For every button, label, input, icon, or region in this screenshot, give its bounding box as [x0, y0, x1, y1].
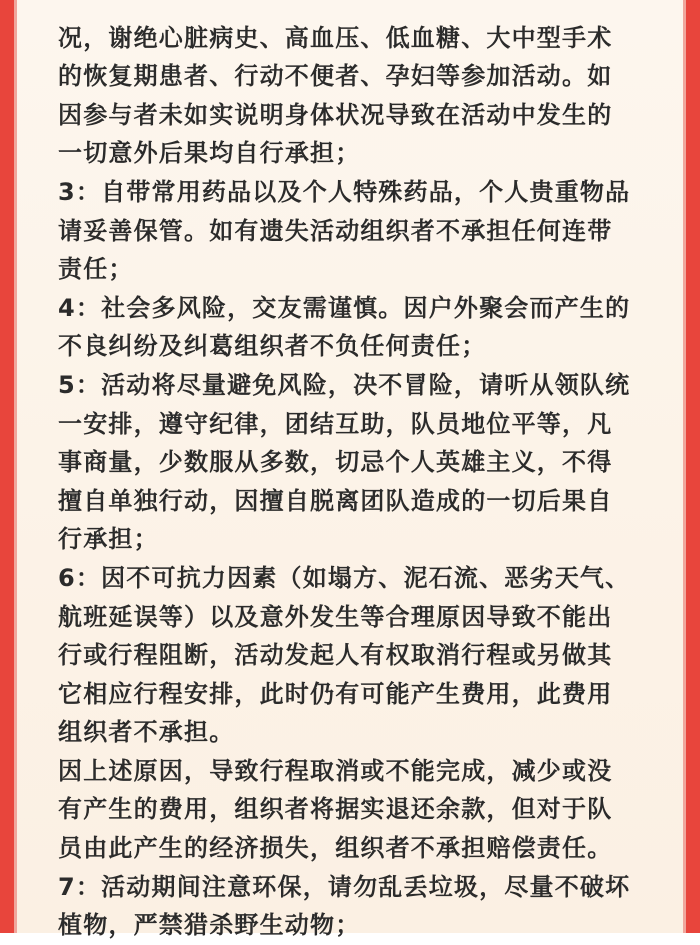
- text-line: 擅自单独行动，因擅自脱离团队造成的一切后果自: [58, 486, 613, 515]
- text-line: 不良纠纷及纠葛组织者不负任何责任；: [58, 332, 487, 361]
- item-6-line: 6：因不可抗力因素（如塌方、泥石流、恶劣天气、: [58, 563, 631, 592]
- text-line: 责任；: [58, 255, 134, 284]
- item-4-line: 4：社会多风险，交友需谨慎。因户外聚会而产生的: [58, 293, 631, 322]
- text-line: 有产生的费用，组织者将据实退还余款，但对于队: [58, 795, 613, 824]
- text-line: 况，谢绝心脏病史、高血压、低血糖、大中型手术: [58, 23, 613, 52]
- text-line: 植物，严禁猎杀野生动物；: [58, 911, 361, 940]
- text-line: 一安排，遵守纪律，团结互助，队员地位平等，凡: [58, 409, 613, 438]
- text-line: 事商量，少数服从多数，切忌个人英雄主义，不得: [58, 448, 613, 477]
- text-line: 航班延误等）以及意外发生等合理原因导致不能出: [58, 602, 613, 631]
- item-3-line: 3：自带常用药品以及个人特殊药品，个人贵重物品: [58, 177, 631, 206]
- text-line: [58, 0, 648, 19]
- text-line: 组织者不承担。: [58, 718, 235, 747]
- text-line: 一切意外后果均自行承担；: [58, 139, 361, 168]
- item-7-line: 7：活动期间注意环保，请勿乱丢垃圾，尽量不破坏: [58, 872, 631, 901]
- text-line: 的恢复期患者、行动不便者、孕妇等参加活动。如: [58, 62, 613, 91]
- text-line: 行或行程阻断，活动发起人有权取消行程或另做其: [58, 641, 613, 670]
- text-line: 请妥善保管。如有遗失活动组织者不承担任何连带: [58, 216, 613, 245]
- item-5-line: 5：活动将尽量避免风险，决不冒险，请听从领队统: [58, 370, 631, 399]
- right-red-border: [686, 0, 700, 933]
- text-line: 行承担；: [58, 525, 159, 554]
- text-line: 因参与者未如实说明身体状况导致在活动中发生的: [58, 100, 613, 129]
- text-line: 员由此产生的经济损失，组织者不承担赔偿责任。: [58, 834, 613, 863]
- text-line: 因上述原因，导致行程取消或不能完成，减少或没: [58, 756, 613, 785]
- notice-text-block: [58, 0, 648, 945]
- left-red-border: [0, 0, 14, 933]
- text-line: 它相应行程安排，此时仍有可能产生费用，此费用: [58, 679, 613, 708]
